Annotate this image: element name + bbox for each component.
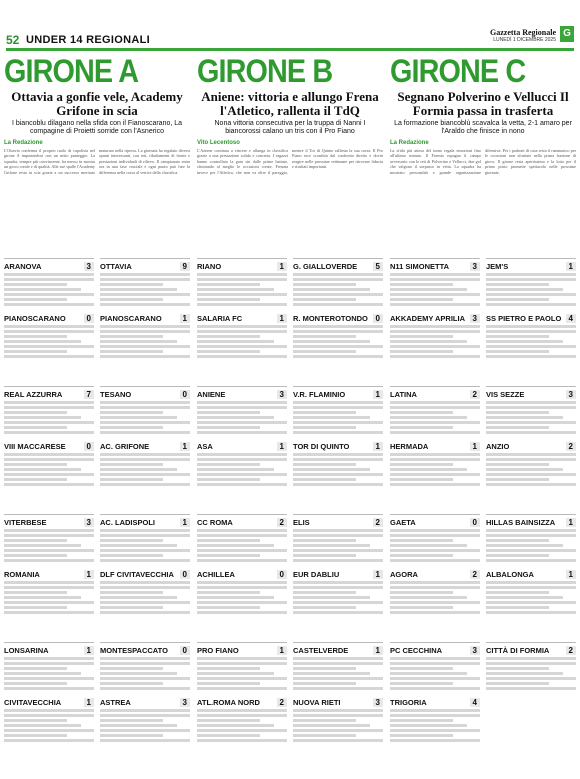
lineup-text: [486, 323, 576, 359]
team-row: [390, 261, 480, 271]
match-column: [100, 258, 190, 770]
page-header: [0, 0, 580, 52]
team-row: [197, 645, 287, 655]
team-row: [486, 389, 576, 399]
article-body: L'Ottavia conferma il proprio ruolo di capolista nel girone A imponendosi con un netto punteggio. La squadra, sempre più convincente, ha messo in mostra un gioco corale e di qualità. Alle sue spalle l'Academy Grifone resta in scia grazie a un successo meritato maturato nella ripresa. La giornata ha regalato diversi spunti interessanti, con reti, ribaltamenti di fronte e prestazioni individuali di rilievo. Il campionato entra ora in una fase cruciale e ogni punto può fare la differenza nella corsa al vertice della classifica.: [4, 148, 190, 175]
lineup-text: [100, 655, 190, 695]
lineup-text: [390, 527, 480, 567]
match-box: [486, 642, 576, 770]
match-box: [293, 642, 383, 770]
lineup-text: [4, 527, 94, 567]
team-score: 1: [373, 442, 383, 451]
team-name: AC. GRIFONE: [100, 441, 150, 451]
team-row: [100, 261, 190, 271]
team-name: TRIGORIA: [390, 697, 427, 707]
match-column: [197, 258, 287, 770]
article-title: GIRONE C: [390, 53, 526, 89]
team-row: [486, 645, 576, 655]
article-subtitle: La formazione biancoblù scavalca la vetta, 2-1 amaro per l'Araldo che finisce in nono: [394, 120, 572, 135]
lineup-text: [486, 579, 576, 615]
team-name: ELIS: [293, 517, 310, 527]
team-row: [197, 697, 287, 707]
article-subtitle: I biancoblu dilagano nella sfida con il Fianoscarano, La compagine di Proietti sorride con l'Asnerico: [11, 120, 183, 135]
team-name: ASA: [197, 441, 213, 451]
team-name: PIANOSCARANO: [4, 313, 66, 323]
lineup-text: [293, 399, 383, 439]
team-row: [486, 261, 576, 271]
team-score: 1: [84, 698, 94, 707]
match-box: [4, 386, 94, 514]
team-name: CC ROMA: [197, 517, 233, 527]
lineup-text: [197, 579, 287, 615]
team-row: [293, 441, 383, 451]
lineup-text: [486, 655, 576, 695]
article-body: L'Aniene continua a vincere e allunga in classifica grazie a una prestazione solida e concreta. I ragazzi hanno controllato la gara sin dalle prime battute, sfruttando al meglio le occasioni create. Frenata invece per l'Atletico, che non va oltre il pareggio, mentre il Tor di Quinto rallenta la sua corsa. Il Pro Fiano esce sconfitto dal confronto diretto e dovrà reagire nelle prossime settimane per ritrovare fiducia e risultati importanti.: [197, 148, 383, 175]
match-box: [293, 258, 383, 386]
match-box: [100, 386, 190, 514]
team-score: 4: [566, 314, 576, 323]
team-row: [4, 261, 94, 271]
team-row: [293, 313, 383, 323]
team-score: 2: [566, 646, 576, 655]
team-name: AC. LADISPOLI: [100, 517, 156, 527]
team-score: 1: [470, 442, 480, 451]
lineup-text: [100, 271, 190, 311]
team-score: 3: [180, 698, 190, 707]
section-title: UNDER 14 REGIONALI: [26, 34, 150, 46]
team-name: HILLAS BAINSIZZA: [486, 517, 556, 527]
lineup-text: [293, 323, 383, 359]
team-score: 1: [180, 442, 190, 451]
team-score: 1: [277, 314, 287, 323]
team-score: 1: [277, 262, 287, 271]
lineup-text: [390, 707, 480, 743]
team-score: 2: [470, 390, 480, 399]
lineup-text: [4, 707, 94, 743]
team-row: [390, 517, 480, 527]
lineup-text: [390, 655, 480, 695]
article-title: GIRONE B: [197, 53, 333, 89]
article-headline: Ottavia a gonfie vele, Academy Grifone in scia: [11, 89, 183, 118]
match-box: [100, 642, 190, 770]
team-score: 7: [84, 390, 94, 399]
team-name: VIS SEZZE: [486, 389, 525, 399]
issue-date: LUNEDÌ 1 DICEMBRE 2025: [493, 37, 556, 43]
team-row: [197, 569, 287, 579]
team-row: [390, 313, 480, 323]
team-score: 0: [373, 314, 383, 323]
team-name: ASTREA: [100, 697, 131, 707]
team-score: 0: [180, 570, 190, 579]
article-headline: Segnano Polverino e Vellucci Il Formia passa in trasferta: [397, 89, 569, 118]
team-row: [4, 569, 94, 579]
team-row: [4, 313, 94, 323]
team-name: DLF CIVITAVECCHIA: [100, 569, 174, 579]
team-name: JEM'S: [486, 261, 509, 271]
team-row: [100, 645, 190, 655]
team-name: N11 SIMONETTA: [390, 261, 450, 271]
team-score: 1: [180, 518, 190, 527]
team-name: OTTAVIA: [100, 261, 132, 271]
match-column: [293, 258, 383, 770]
team-row: [486, 441, 576, 451]
lineup-text: [4, 271, 94, 311]
team-row: [197, 389, 287, 399]
team-row: [100, 569, 190, 579]
header-rule: [6, 48, 574, 51]
team-row: [4, 389, 94, 399]
lineup-text: [100, 579, 190, 615]
team-row: [197, 441, 287, 451]
brand-name: Gazzetta Regionale: [490, 28, 556, 37]
brand-logo: G: [560, 26, 574, 42]
team-score: 2: [470, 570, 480, 579]
team-row: [293, 389, 383, 399]
match-box: [390, 514, 480, 642]
team-name: ANZIO: [486, 441, 510, 451]
team-score: 1: [277, 646, 287, 655]
lineup-text: [100, 399, 190, 439]
team-score: 0: [180, 390, 190, 399]
lineup-text: [100, 707, 190, 743]
team-score: 1: [373, 390, 383, 399]
match-box: [390, 258, 480, 386]
masthead: [490, 28, 556, 43]
team-score: 3: [84, 518, 94, 527]
team-name: ANIENE: [197, 389, 226, 399]
match-box: [486, 258, 576, 386]
team-score: 3: [470, 314, 480, 323]
team-name: V.R. FLAMINIO: [293, 389, 346, 399]
match-column: [486, 258, 576, 770]
team-score: 0: [84, 442, 94, 451]
match-box: [486, 514, 576, 642]
team-row: [100, 389, 190, 399]
lineup-text: [100, 527, 190, 567]
team-row: [4, 517, 94, 527]
team-name: NUOVA RIETI: [293, 697, 341, 707]
team-score: 0: [84, 314, 94, 323]
team-row: [293, 261, 383, 271]
team-row: [390, 389, 480, 399]
team-score: 2: [373, 518, 383, 527]
team-score: 2: [566, 442, 576, 451]
team-name: VITERBESE: [4, 517, 47, 527]
team-score: 3: [373, 698, 383, 707]
match-box: [197, 514, 287, 642]
match-box: [197, 642, 287, 770]
match-column: [390, 258, 480, 770]
lineup-text: [4, 579, 94, 615]
lineup-text: [293, 527, 383, 567]
team-score: 1: [277, 442, 287, 451]
team-row: [4, 441, 94, 451]
team-score: 1: [84, 646, 94, 655]
team-score: 1: [566, 518, 576, 527]
team-name: AGORA: [390, 569, 418, 579]
byline: La Redazione: [390, 140, 429, 146]
team-score: 1: [84, 570, 94, 579]
article-a: [4, 54, 190, 260]
team-row: [293, 569, 383, 579]
team-name: VIII MACCARESE: [4, 441, 66, 451]
team-name: CASTELVERDE: [293, 645, 349, 655]
team-name: EUR DABLIU: [293, 569, 340, 579]
lineup-text: [293, 451, 383, 487]
team-name: MONTESPACCATO: [100, 645, 168, 655]
team-name: ACHILLEA: [197, 569, 235, 579]
match-box: [4, 258, 94, 386]
lineup-text: [4, 399, 94, 439]
match-box: [486, 386, 576, 514]
lineup-text: [293, 655, 383, 695]
match-box: [197, 386, 287, 514]
lineup-text: [486, 527, 576, 567]
match-box: [390, 386, 480, 514]
team-score: 5: [373, 262, 383, 271]
match-column: [4, 258, 94, 770]
team-score: 0: [277, 570, 287, 579]
team-row: [197, 261, 287, 271]
team-score: 3: [277, 390, 287, 399]
lineup-text: [100, 323, 190, 359]
team-name: HERMADA: [390, 441, 429, 451]
match-box: [4, 514, 94, 642]
team-name: PC CECCHINA: [390, 645, 443, 655]
lineup-text: [197, 451, 287, 487]
lineup-text: [293, 579, 383, 615]
page-number: 52: [6, 33, 20, 47]
team-name: G. GIALLOVERDE: [293, 261, 358, 271]
team-row: [293, 517, 383, 527]
match-box: [100, 514, 190, 642]
article-c: [390, 54, 576, 260]
team-name: ARANOVA: [4, 261, 42, 271]
team-row: [197, 517, 287, 527]
team-row: [293, 645, 383, 655]
team-score: 4: [470, 698, 480, 707]
lineup-text: [293, 707, 383, 743]
lineup-text: [486, 399, 576, 439]
team-name: PIANOSCARANO: [100, 313, 162, 323]
article-body: La sfida più attesa del turno regala emozioni fino all'ultimo minuto. Il Formia espugna il campo avversario con le reti di Polverino e Vellucci, due gol che valgono il sorpasso in vetta. La squadra ha mostrato personalità e grande organizzazione difensiva. Per i padroni di casa resta il rammarico per le occasioni non sfruttate nella prima frazione di gioco. Il girone resta apertissimo e la lotta per il primo posto promette spettacolo nelle prossime giornate.: [390, 148, 576, 175]
team-name: TOR DI QUINTO: [293, 441, 350, 451]
lineup-text: [197, 399, 287, 439]
team-score: 1: [373, 570, 383, 579]
article-b: [197, 54, 383, 260]
team-row: [100, 313, 190, 323]
team-score: 1: [566, 262, 576, 271]
match-box: [100, 258, 190, 386]
lineup-text: [197, 707, 287, 743]
match-box: [4, 642, 94, 770]
team-name: R. MONTEROTONDO: [293, 313, 368, 323]
team-score: 1: [373, 646, 383, 655]
team-name: LONSARINA: [4, 645, 49, 655]
team-score: 1: [180, 314, 190, 323]
team-score: 3: [84, 262, 94, 271]
team-row: [100, 441, 190, 451]
lineup-text: [197, 527, 287, 567]
match-box: [293, 386, 383, 514]
team-name: ATL.ROMA NORD: [197, 697, 260, 707]
team-name: LATINA: [390, 389, 417, 399]
team-row: [390, 441, 480, 451]
lineup-text: [390, 579, 480, 615]
team-row: [390, 645, 480, 655]
team-score: 3: [470, 262, 480, 271]
team-name: ALBALONGA: [486, 569, 534, 579]
team-name: ROMANIA: [4, 569, 40, 579]
team-row: [4, 697, 94, 707]
match-box: [197, 258, 287, 386]
lineup-text: [390, 271, 480, 311]
team-score: 0: [180, 646, 190, 655]
lineup-text: [486, 451, 576, 487]
team-score: 9: [180, 262, 190, 271]
team-name: TESANO: [100, 389, 132, 399]
team-row: [486, 569, 576, 579]
article-subtitle: Nona vittoria consecutiva per la truppa di Nanni I biancorossi calano un tris con il Pro Fiano: [214, 120, 366, 135]
lineup-text: [4, 655, 94, 695]
team-name: GAETA: [390, 517, 416, 527]
lineup-text: [293, 271, 383, 311]
lineup-text: [486, 271, 576, 311]
team-name: SS PIETRO E PAOLO: [486, 313, 562, 323]
team-name: CIVITAVECCHIA: [4, 697, 62, 707]
team-score: 1: [566, 570, 576, 579]
team-row: [486, 517, 576, 527]
team-score: 3: [470, 646, 480, 655]
team-row: [100, 697, 190, 707]
team-score: 2: [277, 698, 287, 707]
lineup-text: [390, 323, 480, 359]
team-row: [197, 313, 287, 323]
match-box: [293, 514, 383, 642]
lineup-text: [197, 323, 287, 359]
article-headline: Aniene: vittoria e allungo Frena l'Atletico, rallenta il TdQ: [201, 89, 379, 118]
team-row: [390, 697, 480, 707]
team-name: REAL AZZURRA: [4, 389, 63, 399]
team-row: [4, 645, 94, 655]
team-name: PRO FIANO: [197, 645, 239, 655]
team-row: [486, 313, 576, 323]
lineup-text: [390, 451, 480, 487]
team-row: [100, 517, 190, 527]
lineup-text: [100, 451, 190, 487]
byline: Vito Lecentoso: [197, 140, 240, 146]
lineup-text: [4, 323, 94, 359]
lineup-text: [390, 399, 480, 439]
team-name: CITTÀ DI FORMIA: [486, 645, 550, 655]
team-row: [390, 569, 480, 579]
team-name: RIANO: [197, 261, 222, 271]
team-score: 3: [566, 390, 576, 399]
article-title: GIRONE A: [4, 53, 139, 89]
lineup-text: [197, 271, 287, 311]
match-box: [390, 642, 480, 770]
team-score: 0: [470, 518, 480, 527]
team-row: [293, 697, 383, 707]
byline: La Redazione: [4, 140, 43, 146]
team-name: AKKADEMY APRILIA: [390, 313, 466, 323]
team-name: SALARIA FC: [197, 313, 243, 323]
lineup-text: [4, 451, 94, 487]
team-score: 2: [277, 518, 287, 527]
lineup-text: [197, 655, 287, 695]
